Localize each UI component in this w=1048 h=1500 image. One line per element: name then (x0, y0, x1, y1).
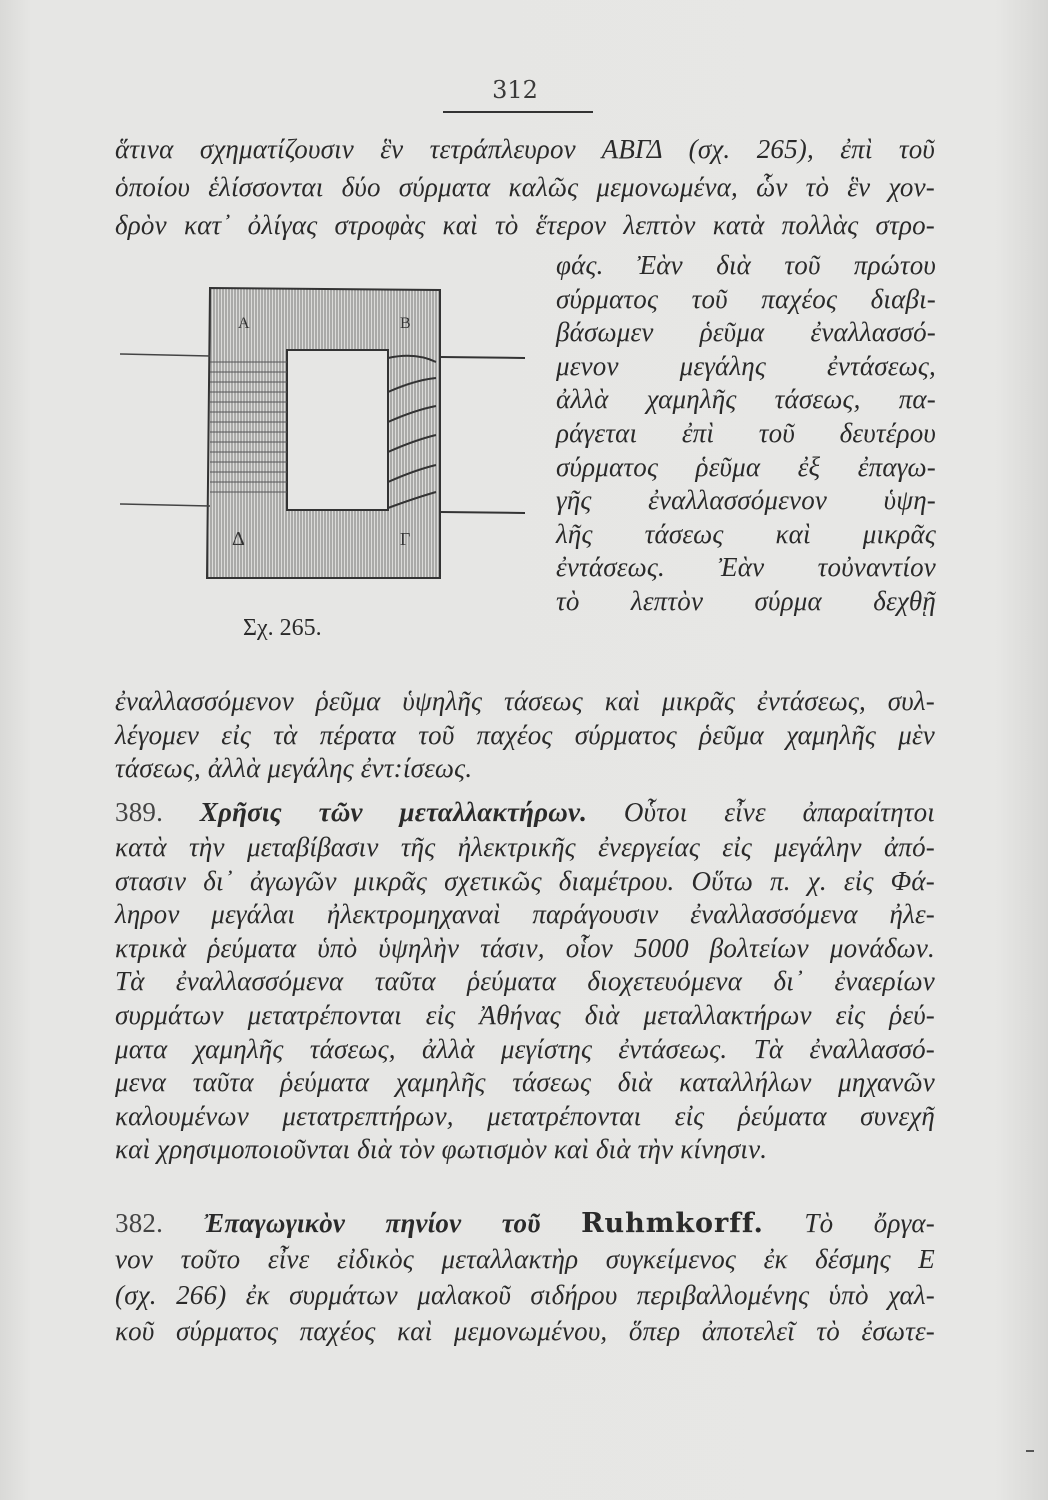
page-number: 312 (492, 76, 538, 104)
text-line: (σχ. 266) ἐκ συρμάτων μαλακοῦ σιδήρου περιβαλλομένης ὑπὸ χαλ- (115, 1280, 935, 1310)
text-line: λέγομεν εἰς τὰ πέρατα τοῦ παχέος σύρματος ῥεῦμα χαμηλῆς μὲν (115, 719, 935, 750)
text-line: ἐναλλασσόμενον ῥεῦμα ὑψηλῆς τάσεως καὶ μικρᾶς ἐντάσεως, συλ- (115, 686, 935, 716)
section-text: Οὗτοι εἶνε ἀπαραίτητοι (623, 797, 935, 827)
text-line: ἅτινα σχηματίζουσιν ἓν τετράπλευρον ΑΒΓΔ (σχ. 265), ἐπὶ τοῦ (115, 134, 935, 164)
text-line: Τὰ ἐναλλασσόμενα ταῦτα ῥεύματα διοχετευόμενα δι᾽ ἐναερίων (115, 966, 935, 997)
label-b: B (400, 315, 411, 332)
text-line: κτρικὰ ῥεύματα ὑπὸ ὑψηλὴν τάσιν, οἷον 5000 βολτείων μονάδων. (115, 932, 935, 963)
text-line: κατὰ τὴν μεταβίβασιν τῆς ἠλεκτρικῆς ἐνεργείας εἰς μεγάλην ἀπό- (115, 832, 935, 862)
text-line: μενον μεγάλης ἐντάσεως, (556, 350, 936, 381)
text-line: σύρματος τοῦ παχέος διαβι- (556, 283, 936, 314)
section-number: 382. (115, 1208, 164, 1238)
text-line: τὸ λεπτὸν σύρμα δεχθῇ (556, 586, 936, 616)
text-line: μενα ταῦτα ῥεύματα χαμηλῆς τάσεως διὰ καταλλήλων μηχανῶν (115, 1067, 935, 1098)
label-gamma: Γ (400, 529, 411, 549)
section-389-heading-line (115, 797, 935, 828)
section-number: 389. (115, 797, 164, 827)
text-line: βάσωμεν ῥεῦμα ἐναλλασσό- (556, 317, 936, 348)
section-title-name: Ruhmkorff. (581, 1208, 764, 1239)
text-line: ληρον μεγάλαι ἠλεκτρομηχαναὶ παράγουσιν ἐναλλασσόμενα ἠλε- (115, 899, 935, 930)
section-title: Χρῆσις τῶν μεταλλακτήρων. (199, 797, 588, 827)
scan-mark (1026, 1450, 1034, 1452)
section-text: Τὸ ὄργα- (804, 1208, 936, 1238)
text-line: δρὸν κατ᾽ ὀλίγας στροφὰς καὶ τὸ ἕτερον λεπτὸν κατὰ πολλὰς στρο- (115, 210, 935, 240)
section-title: Ἐπαγωγικὸν πηνίον τοῦ (203, 1208, 541, 1238)
text-line: ἀλλὰ χαμηλῆς τάσεως, πα- (556, 384, 936, 415)
text-line: ράγεται ἐπὶ τοῦ δευτέρου (556, 418, 936, 448)
text-line: ἐντάσεως. Ἐὰν τοὐναντίον (556, 552, 936, 583)
figure-transformer-core (120, 280, 540, 600)
wire-lead (120, 504, 210, 506)
text-line: καλουμένων μετατρεπτήρων, μετατρέπονται εἰς ῥεύματα συνεχῆ (115, 1100, 935, 1131)
label-delta: Δ (232, 528, 245, 550)
text-line: συρμάτων μετατρέπονται εἰς Ἀθήνας διὰ μεταλλακτήρων εἰς ῥεύ- (115, 1000, 935, 1030)
section-382-heading-line (115, 1208, 935, 1239)
text-line: λῆς τάσεως καὶ μικρᾶς (556, 518, 936, 549)
text-line: τάσεως, ἀλλὰ μεγάλης ἐντ:ίσεως. (115, 753, 473, 783)
text-line: ματα χαμηλῆς τάσεως, ἀλλὰ μεγίστης ἐντάσεως. Τὰ ἐναλλασσό- (115, 1033, 935, 1064)
text-line: γῆς ἐναλλασσόμενον ὑψη- (556, 485, 936, 516)
text-line: καὶ χρησιμοποιοῦνται διὰ τὸν φωτισμὸν καὶ διὰ τὴν κίνησιν. (115, 1134, 768, 1165)
text-line: φάς. Ἐὰν διὰ τοῦ πρώτου (556, 250, 936, 280)
label-a: A (238, 315, 250, 332)
text-line: σύρματος ῥεῦμα ἐξ ἐπαγω- (556, 451, 936, 482)
header-rule (443, 111, 593, 113)
text-line: ὁποίου ἑλίσσονται δύο σύρματα καλῶς μεμονωμένα, ὧν τὸ ἓν χον- (115, 172, 935, 202)
text-line: κοῦ σύρματος παχέος καὶ μεμονωμένου, ὅπερ ἀποτελεῖ τὸ ἐσωτε- (115, 1316, 935, 1346)
figure-caption: Σχ. 265. (243, 615, 322, 641)
text-line: νον τοῦτο εἶνε εἰδικὸς μεταλλακτὴρ συγκείμενος ἐκ δέσμης Ε (115, 1244, 935, 1274)
text-line: στασιν δι᾽ ἀγωγῶν μικρᾶς σχετικῶς διαμέτρου. Οὕτω π. χ. εἰς Φά- (115, 865, 935, 896)
wire-lead (440, 512, 525, 513)
wire-lead (120, 354, 210, 356)
wire-lead (440, 357, 525, 358)
